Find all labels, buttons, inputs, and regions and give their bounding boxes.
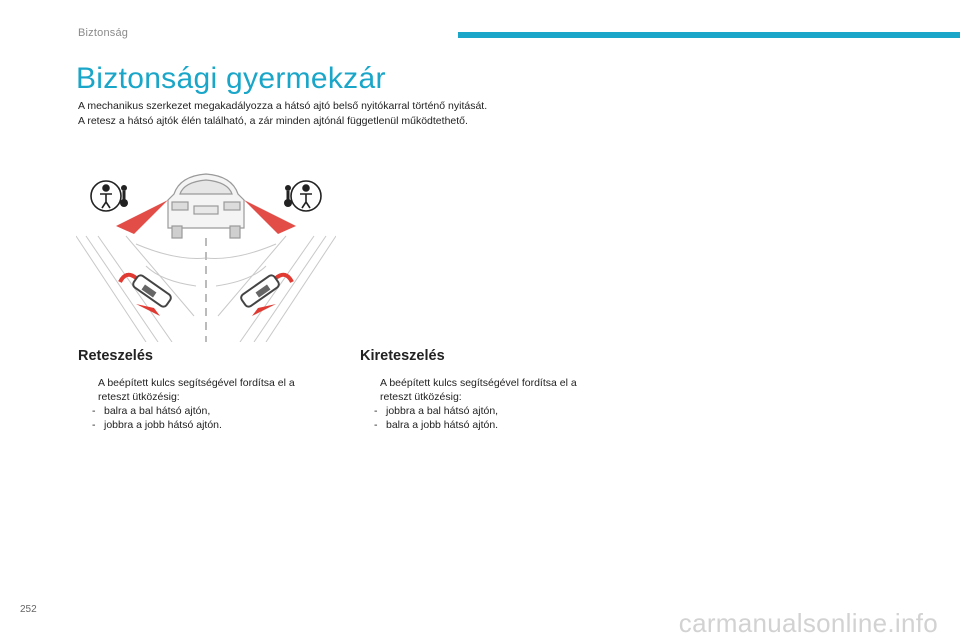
page-title: Biztonsági gyermekzár [76,62,386,95]
unlocking-item-2: - balra a jobb hátsó ajtón. [374,419,499,431]
intro-line-2: A retesz a hátsó ajtók élén található, a zár minden ajtónál függetlenül működtethető. [78,115,468,127]
page-number: 252 [20,604,37,615]
door-latch-right [240,274,292,316]
unlocking-text-line-1: A beépített kulcs segítségével fordítsa el a [380,377,577,389]
watermark: carmanualsonline.info [678,608,938,638]
unlocking-item-1: - jobbra a bal hátsó ajtón, [374,405,499,417]
locking-item-2-text: jobbra a jobb hátsó ajtón. [104,419,222,431]
locking-text-line-1: A beépített kulcs segítségével fordítsa el a [98,377,295,389]
intro-text [78,99,678,129]
unlocking-instruction [360,376,630,404]
unlocking-heading: Kireteszelés [360,348,445,364]
locking-item-1: - balra a bal hátsó ajtón, [92,405,211,417]
car-rear-view [168,174,244,238]
unlocking-item-1-text: jobbra a bal hátsó ajtón, [386,405,499,417]
intro-line-1: A mechanikus szerkezet megakadályozza a hátsó ajtó belső nyitókarral történő nyitását. [78,100,488,112]
locking-item-2: - jobbra a jobb hátsó ajtón. [92,419,222,431]
unlocking-text-line-2: reteszt ütközésig: [380,391,462,403]
child-lock-icon-left [91,181,121,211]
unlocking-item-2-text: balra a jobb hátsó ajtón. [386,419,499,431]
child-lock-icon-right [291,181,321,211]
locking-heading: Reteszelés [78,348,153,364]
locking-item-1-text: balra a bal hátsó ajtón, [104,405,211,417]
unlocking-section [360,348,630,432]
locking-text-line-2: reteszt ütközésig: [98,391,180,403]
section-label: Biztonság [78,27,129,39]
child-lock-illustration [76,166,336,342]
header-accent-bar [458,32,960,38]
locking-section [78,348,348,432]
door-latch-left [120,274,172,316]
locking-instruction [78,376,348,404]
